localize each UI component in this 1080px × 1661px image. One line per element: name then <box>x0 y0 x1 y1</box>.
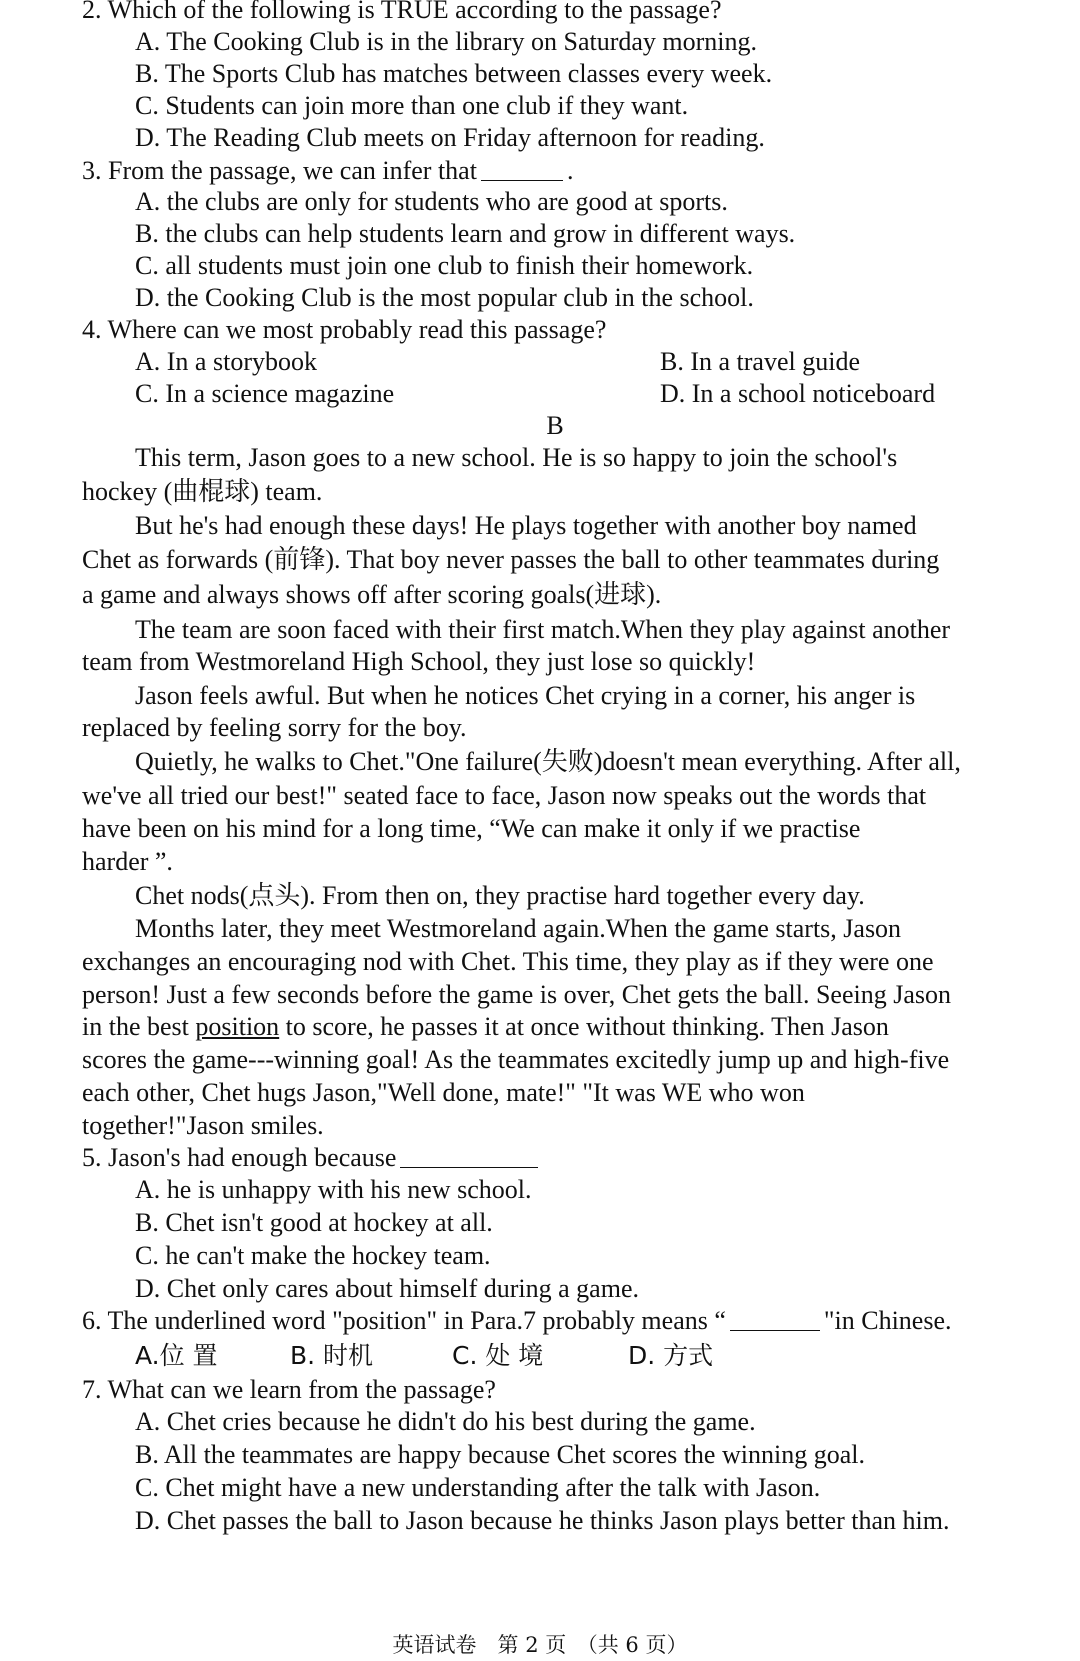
question-6-option-c: C. 处 境 <box>452 1341 544 1370</box>
question-4-option-b: B. In a travel guide <box>660 347 860 376</box>
question-3-option-b: B. the clubs can help students learn and grow in different ways. <box>135 219 796 248</box>
question-5-stem-text: 5. Jason's had enough because <box>82 1143 397 1172</box>
passage-line: together!"Jason smiles. <box>82 1111 324 1140</box>
question-6-stem-text: 6. The underlined word "position" in Para.7 probably means “ <box>82 1306 726 1335</box>
passage-line: have been on his mind for a long time, “We can make it only if we practise <box>82 814 861 843</box>
question-7-option-b: B. All the teammates are happy because Chet scores the winning goal. <box>135 1440 865 1469</box>
question-7-option-a: A. Chet cries because he didn't do his best during the game. <box>135 1407 756 1436</box>
question-6-option-a: A.位 置 <box>135 1341 218 1370</box>
question-6-option-b: B. 时机 <box>290 1341 374 1370</box>
question-7-option-c: C. Chet might have a new understanding after the talk with Jason. <box>135 1473 821 1502</box>
passage-line: Quietly, he walks to Chet."One failure(失败)doesn't mean everything. After all, <box>135 747 961 776</box>
passage-line: Jason feels awful. But when he notices Chet crying in a corner, his anger is <box>135 681 916 710</box>
question-5-option-d: D. Chet only cares about himself during a game. <box>135 1274 639 1303</box>
passage-line: harder ”. <box>82 847 173 876</box>
question-6-option-d: D. 方式 <box>628 1341 714 1370</box>
question-3-stem-text: 3. From the passage, we can infer that <box>82 156 477 185</box>
passage-line: each other, Chet hugs Jason,"Well done, mate!" "It was WE who won <box>82 1078 805 1107</box>
passage-line: exchanges an encouraging nod with Chet. This time, they play as if they were one <box>82 947 934 976</box>
question-5-option-c: C. he can't make the hockey team. <box>135 1241 491 1270</box>
answer-blank <box>481 158 563 181</box>
passage-line: This term, Jason goes to a new school. He is so happy to join the school's <box>135 443 898 472</box>
question-4-stem: 4. Where can we most probably read this passage? <box>82 315 607 344</box>
question-4-option-a: A. In a storybook <box>135 347 317 376</box>
passage-line: The team are soon faced with their first match.When they play against another <box>135 615 951 644</box>
passage-line: But he's had enough these days! He plays together with another boy named <box>135 511 917 540</box>
passage-text: in the best <box>82 1012 196 1041</box>
question-3-stem <box>82 155 573 187</box>
question-3-option-d: D. the Cooking Club is the most popular club in the school. <box>135 283 754 312</box>
passage-line <box>82 1011 889 1043</box>
passage-line: Months later, they meet Westmoreland again.When the game starts, Jason <box>135 914 902 943</box>
question-3-option-c: C. all students must join one club to finish their homework. <box>135 251 754 280</box>
question-2-option-d: D. The Reading Club meets on Friday afternoon for reading. <box>135 123 765 152</box>
question-3-option-a: A. the clubs are only for students who are good at sports. <box>135 187 728 216</box>
underlined-word-position: position <box>195 1012 280 1041</box>
passage-text: to score, he passes it at once without thinking. Then Jason <box>279 1012 889 1041</box>
answer-blank <box>730 1308 820 1331</box>
passage-line: scores the game---winning goal! As the teammates excitedly jump up and high-five <box>82 1045 950 1074</box>
question-5-option-a: A. he is unhappy with his new school. <box>135 1175 532 1204</box>
question-2-option-a: A. The Cooking Club is in the library on Saturday morning. <box>135 27 758 56</box>
passage-line: Chet nods(点头). From then on, they practise hard together every day. <box>135 881 865 910</box>
answer-blank <box>400 1145 538 1168</box>
passage-line: replaced by feeling sorry for the boy. <box>82 713 467 742</box>
passage-line: a game and always shows off after scoring goals(进球). <box>82 580 662 609</box>
question-7-stem: 7. What can we learn from the passage? <box>82 1375 496 1404</box>
section-b-title: B <box>546 411 564 440</box>
passage-line: we've all tried our best!" seated face to face, Jason now speaks out the words that <box>82 781 927 810</box>
page-footer: 英语试卷 第 2 页 （共 6 页） <box>392 1633 688 1657</box>
question-3-stem-end: . <box>566 156 574 185</box>
passage-line: hockey (曲棍球) team. <box>82 477 323 506</box>
question-7-option-d: D. Chet passes the ball to Jason because he thinks Jason plays better than him. <box>135 1506 950 1535</box>
question-6-stem <box>82 1305 952 1337</box>
question-2-option-b: B. The Sports Club has matches between classes every week. <box>135 59 773 88</box>
question-5-option-b: B. Chet isn't good at hockey at all. <box>135 1208 493 1237</box>
question-6-stem-end: "in Chinese. <box>823 1306 952 1335</box>
passage-line: person! Just a few seconds before the game is over, Chet gets the ball. Seeing Jason <box>82 980 952 1009</box>
question-4-option-d: D. In a school noticeboard <box>660 379 936 408</box>
question-5-stem <box>82 1142 542 1174</box>
passage-line: Chet as forwards (前锋). That boy never passes the ball to other teammates during <box>82 545 940 574</box>
passage-line: team from Westmoreland High School, they just lose so quickly! <box>82 647 756 676</box>
question-2-stem: 2. Which of the following is TRUE according to the passage? <box>82 0 722 24</box>
question-2-option-c: C. Students can join more than one club if they want. <box>135 91 689 120</box>
question-4-option-c: C. In a science magazine <box>135 379 395 408</box>
